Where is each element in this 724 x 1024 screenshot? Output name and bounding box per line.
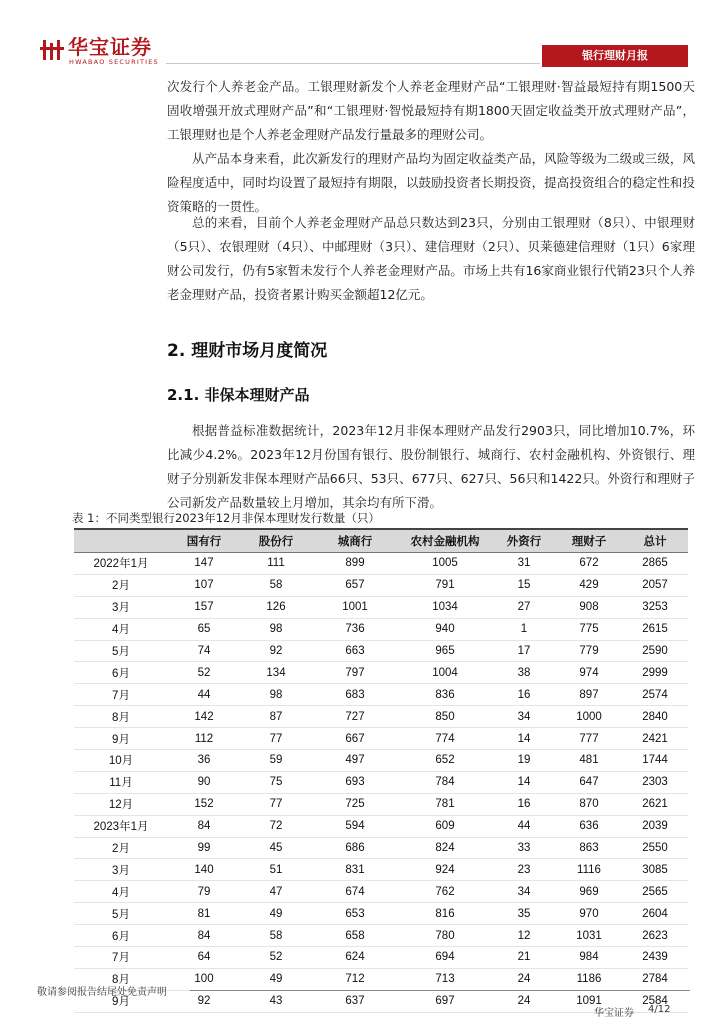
table-cell: 24 (492, 968, 556, 990)
table-row (74, 574, 688, 596)
table-cell: 636 (556, 815, 622, 837)
table-cell: 686 (312, 837, 398, 859)
table-cell: 836 (398, 684, 492, 706)
row-label-cell: 2023年1月 (74, 815, 168, 837)
row-label-cell: 9月 (74, 728, 168, 750)
table-cell: 2623 (622, 925, 688, 947)
row-label-cell: 3月 (74, 859, 168, 881)
row-label-cell: 7月 (74, 947, 168, 969)
report-type-tag: 银行理财月报 (542, 45, 688, 67)
page-number: 4/12 (648, 1004, 671, 1015)
table-cell: 870 (556, 793, 622, 815)
table-cell: 780 (398, 925, 492, 947)
table-cell: 49 (240, 903, 312, 925)
row-label-cell: 12月 (74, 793, 168, 815)
table-cell: 16 (492, 684, 556, 706)
table-cell: 693 (312, 771, 398, 793)
table-cell: 781 (398, 793, 492, 815)
table-row (74, 815, 688, 837)
table-cell: 899 (312, 553, 398, 575)
table-row (74, 662, 688, 684)
table-cell: 152 (168, 793, 240, 815)
table-cell: 1186 (556, 968, 622, 990)
table-cell: 14 (492, 728, 556, 750)
table-cell: 624 (312, 947, 398, 969)
table-cell: 727 (312, 706, 398, 728)
table-cell: 791 (398, 574, 492, 596)
table-row (74, 793, 688, 815)
table-cell: 21 (492, 947, 556, 969)
footer-divider (190, 990, 690, 991)
table-row (74, 618, 688, 640)
table-cell: 970 (556, 903, 622, 925)
header-cell-total: 总计 (622, 529, 688, 553)
table-cell: 594 (312, 815, 398, 837)
table-cell: 2039 (622, 815, 688, 837)
table-row (74, 881, 688, 903)
table-cell: 3253 (622, 596, 688, 618)
table-cell: 713 (398, 968, 492, 990)
table-cell: 31 (492, 553, 556, 575)
table-cell: 59 (240, 750, 312, 772)
table-cell: 969 (556, 881, 622, 903)
table-cell: 44 (168, 684, 240, 706)
table-row (74, 706, 688, 728)
paragraph-summary: 总的来看，目前个人养老金理财产品总只数达到23只，分别由工银理财（8只）、中银理财（5只）、农银理财（4只）、中邮理财（3只）、建信理财（2只）、贝莱德建信理财（1只）6家理财公司发行，仍有5家暂未发行个人养老金理财产品。市场上共有16家商业银行代销23只个人养老金理财产品，投资者累计购买金额超12亿元。 (167, 215, 695, 302)
issuance-table (74, 528, 688, 1013)
row-label-cell: 8月 (74, 706, 168, 728)
table-cell: 863 (556, 837, 622, 859)
company-logo-english: HWABAO SECURITIES (69, 58, 159, 66)
table-cell: 2590 (622, 640, 688, 662)
paragraph-issuance-stats: 根据普益标准数据统计，2023年12月非保本理财产品发行2903只，同比增加10.7%，环比减少4.2%。2023年12月份国有银行、股份制银行、城商行、农村金融机构、外资银行、理财子分别新发非保本理财产品66只、53只、677只、627只、56只和1422只。外资行和理财子公司新发产品数量较上月增加，其余均有所下滑。 (167, 423, 695, 510)
table-cell: 1001 (312, 596, 398, 618)
table-cell: 58 (240, 925, 312, 947)
table-cell: 2615 (622, 618, 688, 640)
table-cell: 2421 (622, 728, 688, 750)
table-cell: 92 (240, 640, 312, 662)
table-cell: 2784 (622, 968, 688, 990)
table-cell: 609 (398, 815, 492, 837)
table-cell: 736 (312, 618, 398, 640)
table-header-row (74, 529, 688, 553)
table-cell: 15 (492, 574, 556, 596)
table-cell: 100 (168, 968, 240, 990)
table-cell: 44 (492, 815, 556, 837)
table-cell: 111 (240, 553, 312, 575)
paragraph-product-features: 从产品本身来看，此次新发行的理财产品均为固定收益类产品，风险等级为二级或三级，风险程度适中，同时均设置了最短持有期限，以鼓励投资者长期投资，提高投资组合的稳定性和投资策略的一贯性。 (167, 151, 695, 214)
table-cell: 712 (312, 968, 398, 990)
row-label-cell: 10月 (74, 750, 168, 772)
table-cell: 3085 (622, 859, 688, 881)
table-cell: 2550 (622, 837, 688, 859)
table-row (74, 640, 688, 662)
table-cell: 74 (168, 640, 240, 662)
paragraph-pension-products: 次发行个人养老金产品。工银理财新发个人养老金理财产品“工银理财·智益最短持有期1500天固收增强开放式理财产品”和“工银理财·智悦最短持有期1800天固定收益类开放式理财产品”， 工银理财也是个人养老金理财产品发行量最多的理财公司。 (167, 79, 695, 142)
table-cell: 1091 (556, 990, 622, 1012)
table-cell: 984 (556, 947, 622, 969)
table-cell: 694 (398, 947, 492, 969)
table-cell: 779 (556, 640, 622, 662)
table-cell: 1004 (398, 662, 492, 684)
table-cell: 49 (240, 968, 312, 990)
row-label-cell: 6月 (74, 925, 168, 947)
table-cell: 652 (398, 750, 492, 772)
table-row (74, 859, 688, 881)
table-cell: 134 (240, 662, 312, 684)
table-cell: 2584 (622, 990, 688, 1012)
table-cell: 674 (312, 881, 398, 903)
table-row (74, 837, 688, 859)
row-label-cell: 3月 (74, 596, 168, 618)
table-cell: 35 (492, 903, 556, 925)
table-cell: 107 (168, 574, 240, 596)
table-cell: 34 (492, 706, 556, 728)
row-label-cell: 7月 (74, 684, 168, 706)
table-cell: 92 (168, 990, 240, 1012)
table-cell: 850 (398, 706, 492, 728)
table-cell: 647 (556, 771, 622, 793)
header-cell-state-banks: 国有行 (168, 529, 240, 553)
table-cell: 965 (398, 640, 492, 662)
table-cell: 34 (492, 881, 556, 903)
table-cell: 797 (312, 662, 398, 684)
header-cell-city-banks: 城商行 (312, 529, 398, 553)
header-cell-joint-stock: 股份行 (240, 529, 312, 553)
table-cell: 672 (556, 553, 622, 575)
disclaimer-note: 敬请参阅报告结尾处免责声明 (37, 987, 167, 998)
table-cell: 64 (168, 947, 240, 969)
table-cell: 940 (398, 618, 492, 640)
row-label-cell: 11月 (74, 771, 168, 793)
table-cell: 98 (240, 684, 312, 706)
table-cell: 98 (240, 618, 312, 640)
table-row (74, 596, 688, 618)
table-cell: 777 (556, 728, 622, 750)
table-cell: 47 (240, 881, 312, 903)
header-cell-period (74, 529, 168, 553)
table-cell: 2999 (622, 662, 688, 684)
table-cell: 84 (168, 815, 240, 837)
table-cell: 23 (492, 859, 556, 881)
row-label-cell: 4月 (74, 881, 168, 903)
table-cell: 79 (168, 881, 240, 903)
table-cell: 1000 (556, 706, 622, 728)
table-cell: 38 (492, 662, 556, 684)
table-cell: 72 (240, 815, 312, 837)
table-cell: 637 (312, 990, 398, 1012)
table-cell: 816 (398, 903, 492, 925)
table-cell: 2574 (622, 684, 688, 706)
table-cell: 1031 (556, 925, 622, 947)
row-label-cell: 9月 (74, 990, 168, 1012)
table-cell: 75 (240, 771, 312, 793)
table-cell: 784 (398, 771, 492, 793)
table-cell: 2865 (622, 553, 688, 575)
table-cell: 667 (312, 728, 398, 750)
table-row (74, 947, 688, 969)
header-divider (166, 63, 540, 64)
row-label-cell: 5月 (74, 903, 168, 925)
table-cell: 14 (492, 771, 556, 793)
table-cell: 2840 (622, 706, 688, 728)
row-label-cell: 5月 (74, 640, 168, 662)
hwabao-logo-icon (40, 38, 64, 62)
table-cell: 1744 (622, 750, 688, 772)
table-cell: 497 (312, 750, 398, 772)
table-cell: 924 (398, 859, 492, 881)
table-cell: 2303 (622, 771, 688, 793)
table-cell: 51 (240, 859, 312, 881)
table-cell: 663 (312, 640, 398, 662)
table-cell: 147 (168, 553, 240, 575)
table-cell: 126 (240, 596, 312, 618)
table-cell: 36 (168, 750, 240, 772)
table-cell: 43 (240, 990, 312, 1012)
table-row (74, 728, 688, 750)
table-cell: 27 (492, 596, 556, 618)
table-cell: 774 (398, 728, 492, 750)
table-cell: 87 (240, 706, 312, 728)
row-label-cell: 2月 (74, 574, 168, 596)
table-cell: 58 (240, 574, 312, 596)
table-cell: 775 (556, 618, 622, 640)
table-cell: 429 (556, 574, 622, 596)
row-label-cell: 8月 (74, 968, 168, 990)
table-cell: 481 (556, 750, 622, 772)
table-cell: 824 (398, 837, 492, 859)
table-cell: 84 (168, 925, 240, 947)
footer-company: 华宝证券 (594, 1008, 634, 1019)
table-cell: 1 (492, 618, 556, 640)
table-cell: 19 (492, 750, 556, 772)
table-cell: 683 (312, 684, 398, 706)
table-cell: 725 (312, 793, 398, 815)
table-caption: 表 1：不同类型银行2023年12月非保本理财发行数量（只） (72, 511, 380, 525)
table-cell: 140 (168, 859, 240, 881)
row-label-cell: 4月 (74, 618, 168, 640)
table-cell: 1116 (556, 859, 622, 881)
table-cell: 1005 (398, 553, 492, 575)
company-logo-text: 华宝证券 (68, 35, 152, 59)
table-cell: 2604 (622, 903, 688, 925)
row-label-cell: 2022年1月 (74, 553, 168, 575)
table-cell: 2439 (622, 947, 688, 969)
header-cell-foreign: 外资行 (492, 529, 556, 553)
row-label-cell: 6月 (74, 662, 168, 684)
table-cell: 653 (312, 903, 398, 925)
table-row (74, 750, 688, 772)
table-cell: 90 (168, 771, 240, 793)
page-header (0, 0, 724, 72)
table-cell: 81 (168, 903, 240, 925)
table-cell: 831 (312, 859, 398, 881)
table-cell: 52 (168, 662, 240, 684)
table-cell: 77 (240, 793, 312, 815)
table-cell: 658 (312, 925, 398, 947)
table-row (74, 684, 688, 706)
subsection-heading: 2.1. 非保本理财产品 (167, 386, 310, 404)
table-cell: 52 (240, 947, 312, 969)
table-cell: 762 (398, 881, 492, 903)
row-label-cell: 2月 (74, 837, 168, 859)
header-cell-wm-subsidiary: 理财子 (556, 529, 622, 553)
table-cell: 17 (492, 640, 556, 662)
table-row (74, 553, 688, 575)
table-cell: 99 (168, 837, 240, 859)
table-cell: 12 (492, 925, 556, 947)
table-cell: 908 (556, 596, 622, 618)
table-cell: 16 (492, 793, 556, 815)
table-row (74, 903, 688, 925)
table-cell: 77 (240, 728, 312, 750)
table-row (74, 925, 688, 947)
table-cell: 157 (168, 596, 240, 618)
table-row (74, 771, 688, 793)
table-cell: 24 (492, 990, 556, 1012)
table-cell: 697 (398, 990, 492, 1012)
table-cell: 1034 (398, 596, 492, 618)
table-cell: 897 (556, 684, 622, 706)
section-heading: 2. 理财市场月度简况 (167, 341, 328, 361)
header-cell-rural: 农村金融机构 (398, 529, 492, 553)
table-cell: 142 (168, 706, 240, 728)
table-cell: 2057 (622, 574, 688, 596)
table-cell: 2621 (622, 793, 688, 815)
table-cell: 2565 (622, 881, 688, 903)
table-cell: 33 (492, 837, 556, 859)
table-cell: 45 (240, 837, 312, 859)
table-cell: 65 (168, 618, 240, 640)
table-cell: 112 (168, 728, 240, 750)
table-cell: 974 (556, 662, 622, 684)
table-cell: 657 (312, 574, 398, 596)
